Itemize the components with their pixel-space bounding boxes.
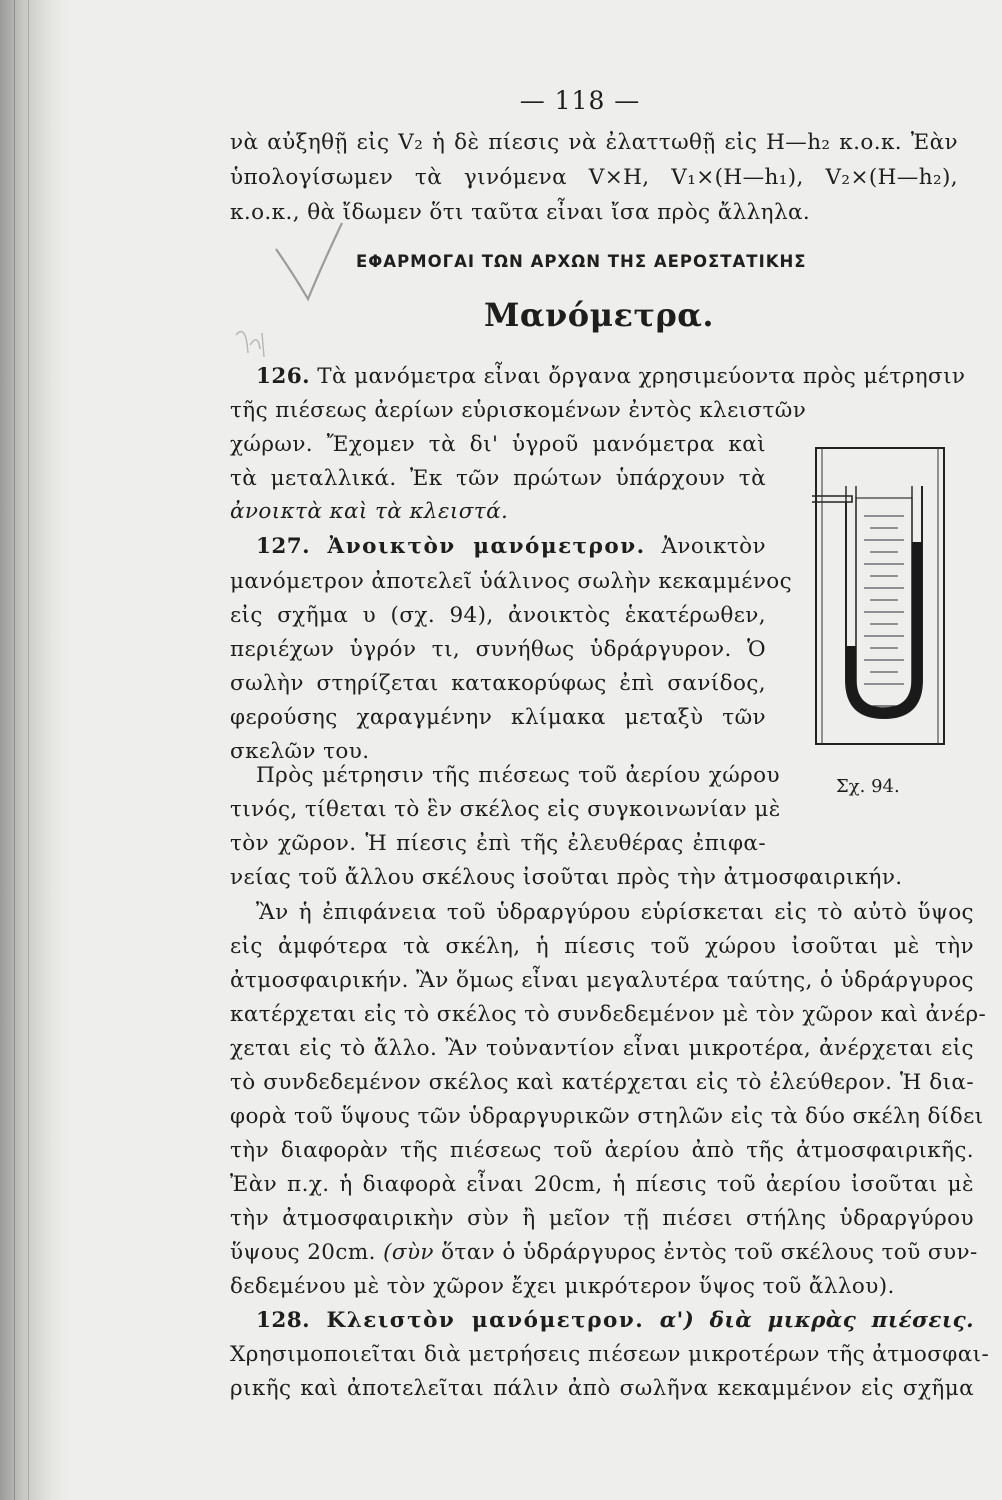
section-title: Μανόμετρα. bbox=[484, 296, 715, 334]
surface-line-8: τὴν διαφορὰν τῆς πιέσεως τοῦ ἀερίου ἀπὸ τῆς ἀτμοσφαιρικῆς. bbox=[230, 1138, 974, 1163]
mercury-column bbox=[846, 542, 922, 718]
surface-line-11-italic: (σὺν bbox=[383, 1240, 434, 1265]
measure-line-1: Πρὸς μέτρησιν τῆς πιέσεως τοῦ ἀερίου χώρου bbox=[256, 763, 780, 788]
intro-line-1: νὰ αὐξηθῇ εἰς V₂ ἡ δὲ πίεσις νὰ ἐλαττωθῇ εἰς H—h₂ κ.ο.κ. Ἐὰν bbox=[230, 130, 958, 155]
surface-line-2: εἰς ἀμφότερα τὰ σκέλη, ἡ πίεσις τοῦ χώρου ἰσοῦται μὲ τὴν bbox=[230, 934, 974, 959]
paragraph-127-line-3: εἰς σχῆμα υ (σχ. 94), ἀνοικτὸς ἑκατέρωθεν, bbox=[230, 603, 766, 628]
paragraph-128-line-2: Χρησιμοποιεῖται διὰ μετρήσεις πιέσεων μικροτέρων τῆς ἀτμοσφαι- bbox=[230, 1342, 990, 1367]
measure-line-4: νείας τοῦ ἄλλου σκέλους ἰσοῦται πρὸς τὴν ἀτμοσφαιρικήν. bbox=[230, 865, 903, 890]
measure-line-2: τινός, τίθεται τὸ ἓν σκέλος εἰς συγκοινωνίαν μὲ bbox=[230, 797, 781, 822]
paragraph-128-line-1 bbox=[256, 1308, 974, 1333]
surface-line-12: δεδεμένου μὲ τὸν χῶρον ἔχει μικρότερον ὕψος τοῦ ἄλλου). bbox=[230, 1274, 895, 1299]
paragraph-126-line-1-text: Τὰ μανόμετρα εἶναι ὄργανα χρησιμεύοντα πρὸς μέτρησιν bbox=[309, 364, 966, 389]
intro-line-2: ὑπολογίσωμεν τὰ γινόμενα V×H, V₁×(H—h₁), V₂×(H—h₂), bbox=[230, 165, 958, 190]
paragraph-127-line-7: σκελῶν του. bbox=[230, 739, 370, 764]
paragraph-128-line-3: ρικῆς καὶ ἀποτελεῖται πάλιν ἀπὸ σωλῆνα κεκαμμένον εἰς σχῆμα bbox=[230, 1376, 974, 1401]
paragraph-127-line-1-rest: Ἀνοικτὸν bbox=[645, 534, 766, 559]
surface-line-3: ἀτμοσφαιρικήν. Ἂν ὅμως εἶναι μεγαλυτέρα ταύτης, ὁ ὑδράργυρος bbox=[230, 968, 974, 993]
figure-caption: Σχ. 94. bbox=[836, 776, 900, 797]
paragraph-126-line-3: χώρων. Ἔχομεν τὰ δι' ὑγροῦ μανόμετρα καὶ bbox=[230, 432, 766, 457]
paragraph-127-line-6: φερούσης χαραγμένην κλίμακα μεταξὺ τῶν bbox=[230, 705, 766, 730]
pencil-checkmark-icon bbox=[230, 215, 360, 365]
paragraph-128-subheading: α') διὰ μικρὰς πιέσεις. bbox=[644, 1308, 974, 1333]
paragraph-128-heading: Κλειστὸν μανόμετρον. bbox=[309, 1308, 645, 1333]
surface-line-11 bbox=[230, 1240, 978, 1265]
paragraph-126-line-5: ἀνοικτὰ καὶ τὰ κλειστά. bbox=[230, 499, 509, 524]
surface-line-5: χεται εἰς τὸ ἄλλο. Ἂν τοὐναντίον εἶναι μικροτέρα, ἀνέρχεται εἰς bbox=[230, 1036, 974, 1061]
surface-line-1: Ἂν ἡ ἐπιφάνεια τοῦ ὑδραργύρου εὑρίσκεται εἰς τὸ αὐτὸ ὕψος bbox=[256, 900, 974, 925]
paragraph-127-line-4: περιέχων ὑγρόν τι, συνήθως ὑδράργυρον. Ὁ bbox=[230, 637, 766, 662]
paragraph-126-line-2: τῆς πιέσεως ἀερίων εὑρισκομένων ἐντὸς κλειστῶν bbox=[230, 398, 807, 423]
paragraph-127-heading: Ἀνοικτὸν μανόμετρον. bbox=[309, 534, 646, 559]
surface-line-10: τὴν ἀτμοσφαιρικὴν σὺν ἢ μεῖον τῇ πιέσει στήλης ὑδραργύρου bbox=[230, 1206, 974, 1231]
paragraph-127-line-5: σωλὴν στηρίζεται κατακορύφως ἐπὶ σανίδος, bbox=[230, 671, 766, 696]
surface-line-4: κατέρχεται εἰς τὸ σκέλος τὸ συνδεδεμένον μὲ τὸν χῶρον καὶ ἀνέρ- bbox=[230, 1002, 987, 1027]
paragraph-126-number: 126. bbox=[256, 364, 310, 389]
surface-line-6: τὸ συνδεδεμένον σκέλος καὶ κατέρχεται εἰς τὸ ἐλεύθερον. Ἡ δια- bbox=[230, 1070, 974, 1095]
surface-line-7: φορὰ τοῦ ὕψους τῶν ὑδραργυρικῶν στηλῶν εἰς τὰ δύο σκέλη δίδει bbox=[230, 1104, 984, 1129]
paragraph-127-line-1 bbox=[256, 534, 766, 559]
surface-line-11-start: ὕψους 20cm. bbox=[230, 1240, 384, 1265]
surface-line-11-end: ὅταν ὁ ὑδράργυρος ἐντὸς τοῦ σκέλους τοῦ συν- bbox=[433, 1240, 978, 1265]
paragraph-127-line-2: μανόμετρον ἀποτελεῖ ὑάλινος σωλὴν κεκαμμένος bbox=[230, 569, 793, 594]
paragraph-126-line-4: τὰ μεταλλικά. Ἐκ τῶν πρώτων ὑπάρχουν τὰ bbox=[230, 466, 766, 491]
paragraph-126-line-1 bbox=[256, 364, 966, 389]
intro-line-3: κ.ο.κ., θὰ ἴδωμεν ὅτι ταῦτα εἶναι ἴσα πρὸς ἄλληλα. bbox=[230, 200, 811, 225]
surface-line-9: Ἐὰν π.χ. ἡ διαφορὰ εἶναι 20cm, ἡ πίεσις τοῦ ἀερίου ἰσοῦται μὲ bbox=[230, 1172, 974, 1197]
paragraph-127-number: 127. bbox=[256, 534, 310, 559]
manometer-figure bbox=[812, 446, 948, 746]
page-number: — 118 — bbox=[519, 86, 641, 115]
measure-line-3: τὸν χῶρον. Ἡ πίεσις ἐπὶ τῆς ἐλευθέρας ἐπιφα- bbox=[230, 831, 766, 856]
paragraph-128-number: 128. bbox=[256, 1308, 310, 1333]
section-heading: ΕΦΑΡΜΟΓΑΙ ΤΩΝ ΑΡΧΩΝ ΤΗΣ ΑΕΡΟΣΤΑΤΙΚΗΣ bbox=[356, 252, 807, 271]
book-gutter-shadow bbox=[0, 0, 70, 1500]
